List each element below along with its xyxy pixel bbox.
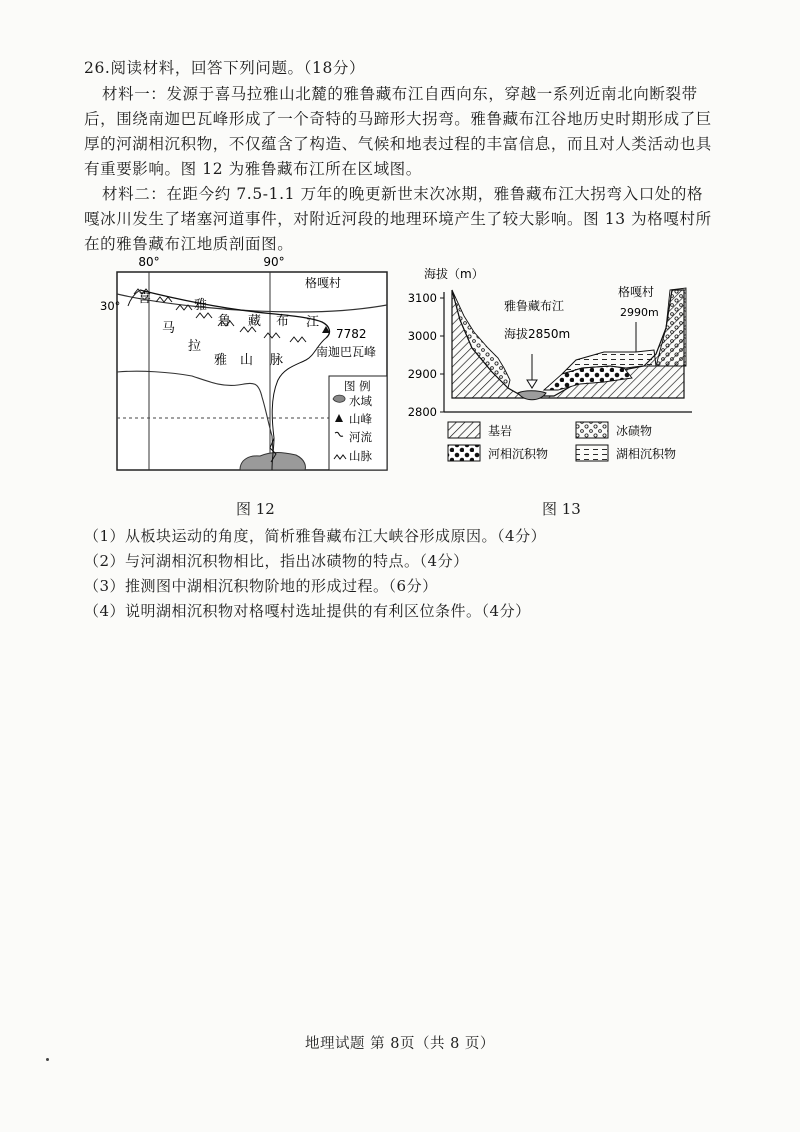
legend-item: 河流 (349, 430, 372, 444)
river-elevation-label: 海拔2850m (504, 327, 571, 341)
tick-label: 2900 (407, 367, 437, 381)
material1-line: 材料一：发源于喜马拉雅山北麓的雅鲁藏布江自西向东，穿越一系列近南北向断裂带 (102, 85, 698, 103)
range-char: 拉 (188, 339, 202, 354)
peak-name-label: 南迦巴瓦峰 (316, 345, 377, 359)
legend-item: 山峰 (349, 412, 372, 426)
river-label: 雅鲁藏布江 (504, 299, 565, 313)
page-footer: 地理试题 第 8页（共 8 页） (305, 1036, 495, 1052)
legend-item: 湖相沉积物 (616, 447, 677, 461)
material2-line: 在的雅鲁藏布江地质剖面图。 (84, 235, 294, 253)
tick-label: 3000 (407, 329, 437, 343)
village-label: 格嘎村 (305, 276, 342, 290)
tick-label: 3100 (407, 291, 437, 305)
figure-13-profile (404, 262, 704, 472)
range-char: 马 (162, 321, 176, 336)
legend-item: 冰碛物 (616, 424, 653, 438)
peak-height-label: 7782 (336, 327, 367, 341)
subquestion-4: （4）说明湖相沉积物对格嘎村选址提供的有利区位条件。（4分） (84, 602, 531, 620)
range-char: 山 (240, 353, 254, 368)
material1-line: 有重要影响。图 12 为雅鲁藏布江所在区域图。 (84, 160, 422, 178)
figure-13-caption: 图 13 (542, 500, 581, 518)
speck (46, 1058, 49, 1061)
material2-line: 材料二：在距今约 7.5-1.1 万年的晚更新世末次冰期，雅鲁藏布江大拐弯入口处的格 (102, 185, 704, 203)
range-char: 喜 (138, 291, 152, 306)
map-legend (329, 376, 387, 470)
legend-item: 河相沉积物 (488, 447, 549, 461)
range-char: 脉 (270, 353, 284, 368)
water-icon (333, 395, 345, 402)
figure-12-map (100, 252, 392, 482)
river-char: 布 (276, 314, 290, 329)
profile-legend (448, 422, 676, 461)
longitude-80-label: 80° (138, 255, 160, 269)
material1-line: 后，围绕南迦巴瓦峰形成了一个奇特的马蹄形大拐弯。雅鲁藏布江谷地历史时期形成了巨 (84, 110, 712, 128)
subquestion-3: （3）推测图中湖相沉积物阶地的形成过程。（6分） (84, 577, 438, 595)
figure-12-caption: 图 12 (236, 500, 275, 518)
river-char: 藏 (248, 314, 262, 329)
legend-item: 山脉 (349, 449, 372, 463)
moraine-layer (656, 288, 686, 366)
range-char: 雅 (214, 353, 228, 368)
altitude-axis-label: 海拔（m） (424, 267, 484, 281)
subquestion-2: （2）与河湖相沉积物相比，指出冰碛物的特点。（4分） (84, 552, 469, 570)
latitude-30-label: 30° (100, 299, 121, 313)
subquestion-1: （1）从板块运动的角度，简析雅鲁藏布江大峡谷形成原因。（4分） (84, 527, 547, 545)
tick-label: 2800 (407, 405, 437, 419)
material1-line: 厚的河湖相沉积物，不仅蕴含了构造、气候和地表过程的丰富信息，而且对人类活动也具 (84, 135, 712, 153)
village-label: 格嘎村 (618, 285, 655, 299)
legend-item: 水域 (349, 394, 372, 408)
arrow-icon (527, 380, 537, 388)
longitude-90-label: 90° (263, 255, 285, 269)
question-title: 26.阅读材料，回答下列问题。（18分） (84, 59, 366, 77)
river-char: 雅 (194, 298, 208, 313)
legend-item: 基岩 (488, 424, 513, 438)
material2-line: 嘎冰川发生了堵塞河道事件，对附近河段的地理环境产生了较大影响。图 13 为格嘎村所 (84, 210, 712, 228)
village-elevation-label: 2990m (620, 306, 659, 319)
river-char: 江 (306, 315, 320, 330)
river-char: 鲁 (218, 314, 232, 329)
legend-title: 图 例 (344, 379, 371, 393)
